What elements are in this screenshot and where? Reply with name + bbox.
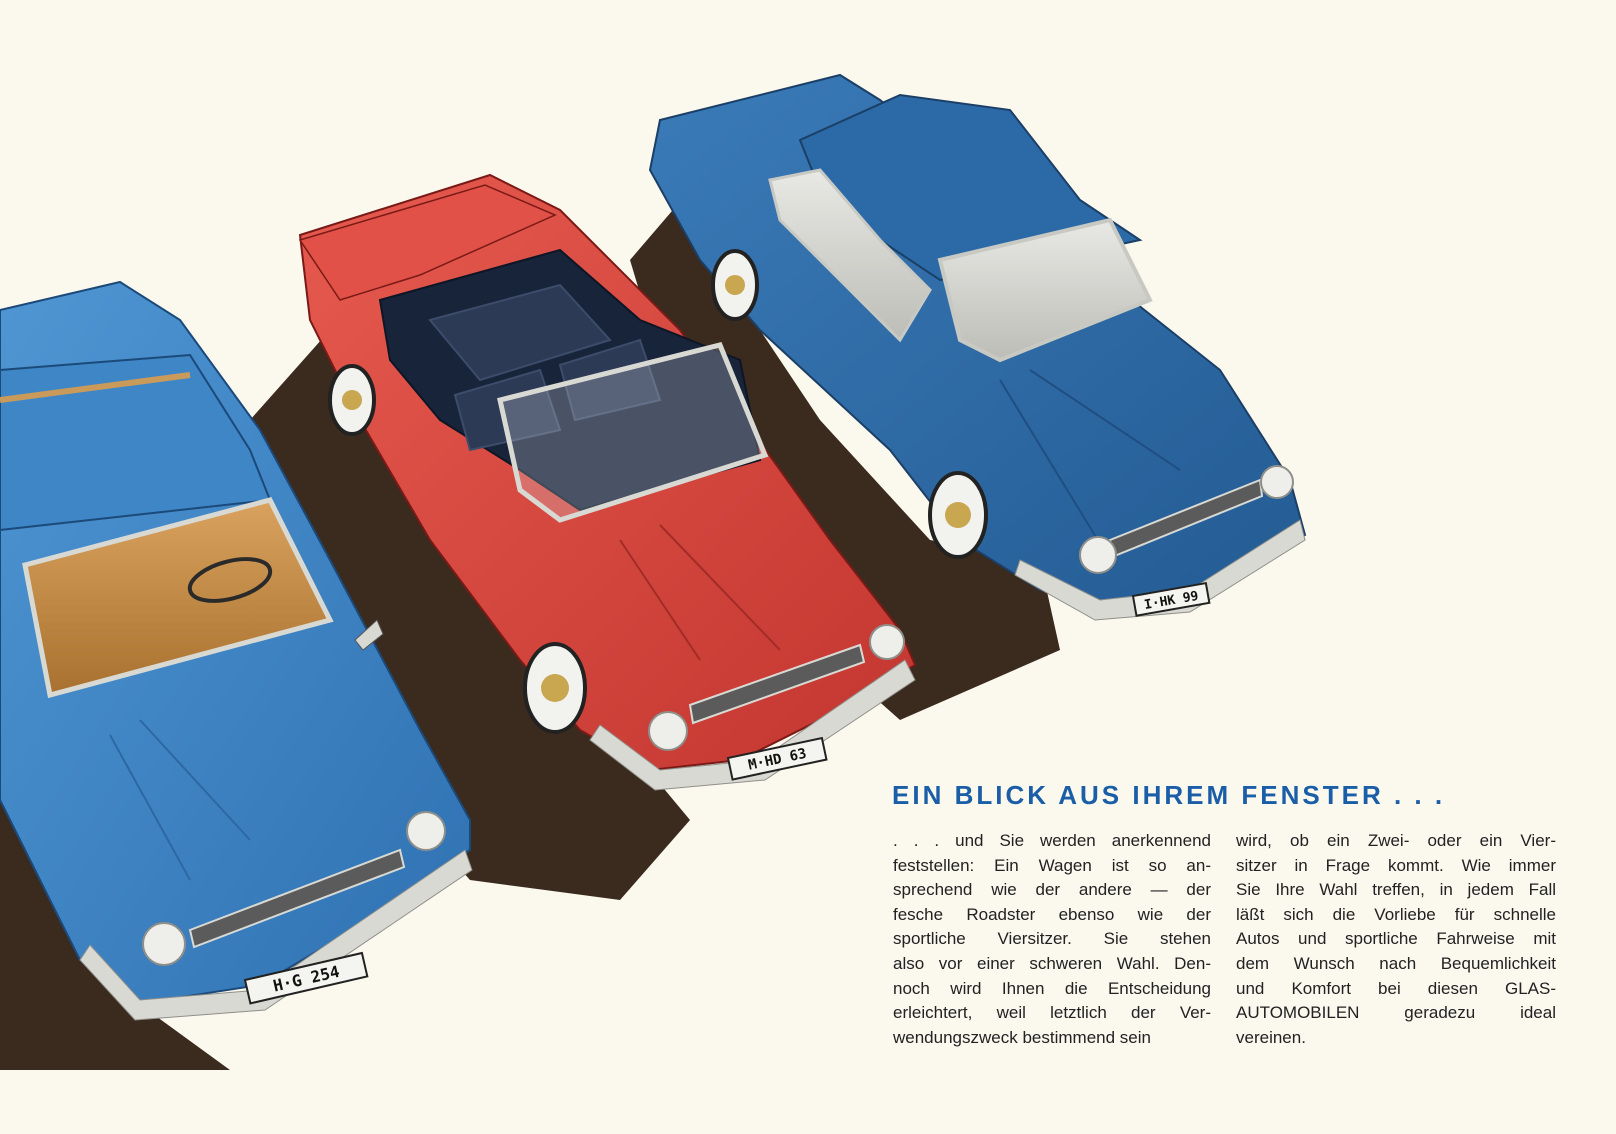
body-text-line: sportliche Viersitzer. Sie stehen (893, 929, 1211, 949)
body-text-line: sitzer in Frage kommt. Wie immer (1236, 855, 1556, 875)
body-text-right-column (1236, 829, 1556, 1050)
body-text-line: und Komfort bei diesen GLAS- (1236, 978, 1556, 998)
coupe-headlight-right (1261, 466, 1293, 498)
body-text-line: Autos und sportliche Fahrweise mit (1236, 929, 1556, 949)
roadster-headlight-left (649, 712, 687, 750)
body-text-line: erleichtert, weil letztlich der Ver- (893, 1003, 1211, 1023)
body-text-line: AUTOMOBILEN geradezu ideal (1236, 1003, 1556, 1023)
sedan-headlight-left (143, 923, 185, 965)
body-text-line: wird, ob ein Zwei- oder ein Vier- (1236, 831, 1556, 850)
page-headline: EIN BLICK AUS IHREM FENSTER . . . (892, 780, 1446, 810)
body-text-line: fesche Roadster ebenso wie der (893, 904, 1211, 924)
roadster-hubcap-rear (342, 390, 362, 410)
body-text-line: Sie Ihre Wahl treffen, in jedem Fall (1236, 880, 1556, 900)
sedan-license-plate-text: H·G 254 (271, 961, 342, 996)
coupe-hubcap-front (945, 502, 971, 528)
coupe-hubcap-rear (725, 275, 745, 295)
sedan-headlight-right (407, 812, 445, 850)
body-text-line: feststellen: Ein Wagen ist so an- (893, 855, 1211, 875)
body-text-line: dem Wunsch nach Bequemlichkeit (1236, 953, 1556, 973)
coupe-license-plate-text: I·HK 99 (1143, 588, 1200, 614)
coupe-headlight-left (1080, 537, 1116, 573)
body-text-line: . . . und Sie werden anerkennend (893, 831, 1211, 850)
body-text-line: sprechend wie der andere — der (893, 880, 1211, 900)
body-text-line: vereinen. (1236, 1027, 1306, 1047)
body-text-line: also vor einer schweren Wahl. Den- (893, 953, 1211, 973)
roadster-headlight-right (870, 625, 904, 659)
roadster-license-plate-text: M·HD 63 (746, 745, 808, 774)
roadster-hubcap-front (541, 674, 569, 702)
body-text-left-column (893, 829, 1211, 1050)
body-text-line: noch wird Ihnen die Entscheidung (893, 978, 1211, 998)
body-text-line: läßt sich die Vorliebe für schnelle (1236, 904, 1556, 924)
body-text-line: wendungszweck bestimmend sein (893, 1027, 1151, 1047)
